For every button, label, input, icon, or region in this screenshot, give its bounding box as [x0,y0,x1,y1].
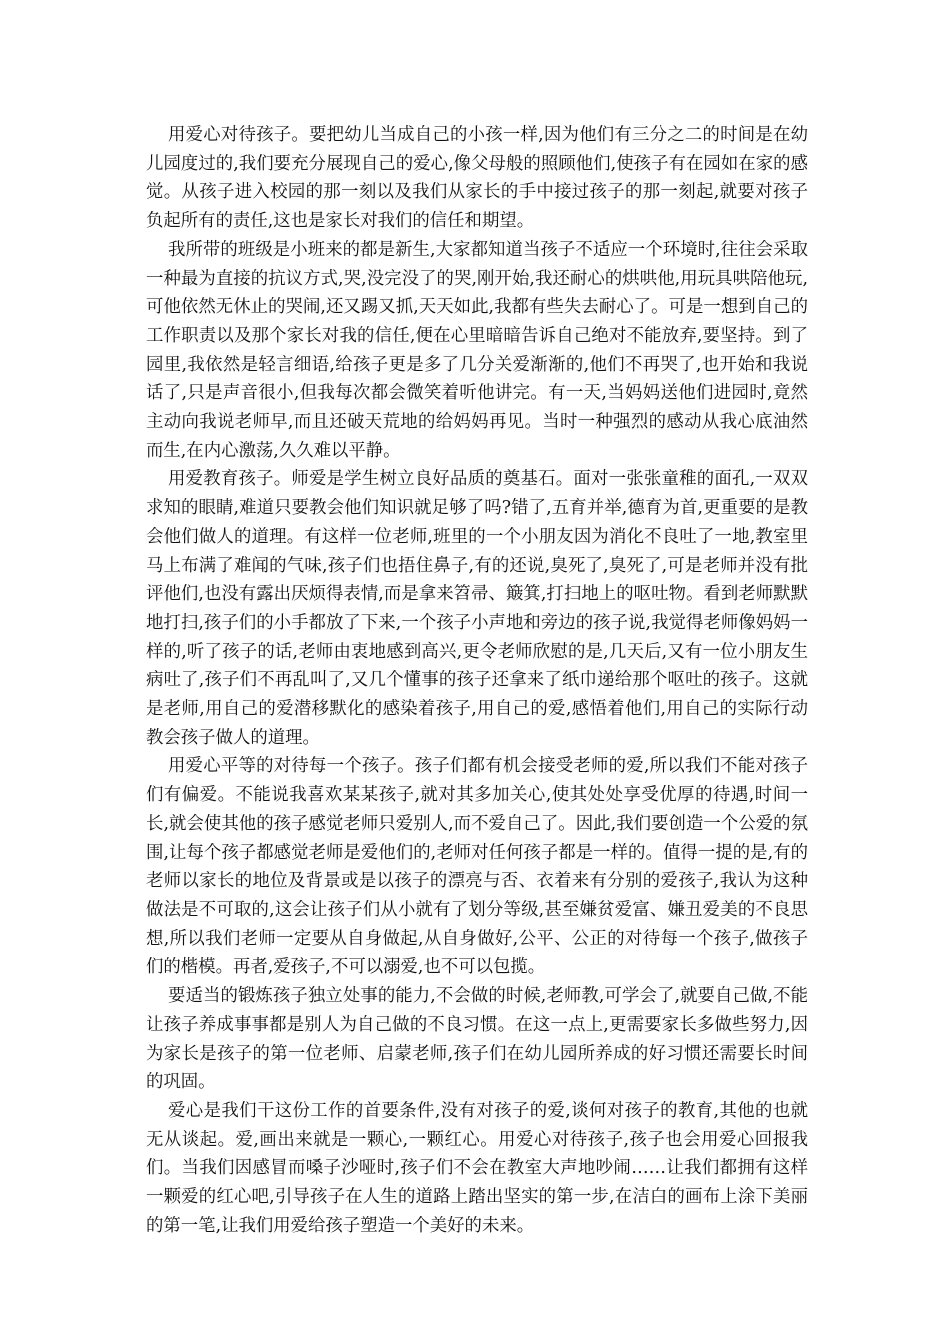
document-body [146,121,808,1240]
paragraph-3: 用爱教育孩子。师爱是学生树立良好品质的奠基石。面对一张张童稚的面孔,一双双求知的眼睛,难道只要教会他们知识就足够了吗?错了,五育并举,德育为首,更重要的是教会他们做人的道理。有这样一位老师,班里的一个小朋友因为消化不良吐了一地,教室里马上布满了难闻的气味,孩子们也捂住鼻子,有的还说,臭死了,臭死了,可是老师并没有批评他们,也没有露出厌烦得表情,而是拿来笤帚、簸箕,打扫地上的呕吐物。看到老师默默地打扫,孩子们的小手都放了下来,一个孩子小声地和旁边的孩子说,我觉得老师像妈妈一样的,听了孩子的话,老师由衷地感到高兴,更令老师欣慰的是,几天后,又有一位小朋友生病吐了,孩子们不再乱叫了,又几个懂事的孩子还拿来了纸巾递给那个呕吐的孩子。这就是老师,用自己的爱潜移默化的感染着孩子,用自己的爱,感悟着他们,用自己的实际行动教会孩子做人的道理。 [146,469,808,748]
paragraph-4: 用爱心平等的对待每一个孩子。孩子们都有机会接受老师的爱,所以我们不能对孩子们有偏爱。不能说我喜欢某某孩子,就对其多加关心,使其处处享受优厚的待遇,时间一长,就会使其他的孩子感觉老师只爱别人,而不爱自己了。因此,我们要创造一个公爱的氛围,让每个孩子都感觉老师是爱他们的,老师对任何孩子都是一样的。值得一提的是,有的老师以家长的地位及背景或是以孩子的漂亮与否、衣着来有分别的爱孩子,我认为这种做法是不可取的,这会让孩子们从小就有了划分等级,甚至嫌贫爱富、嫌丑爱美的不良思想,所以我们老师一定要从自身做起,从自身做好,公平、公正的对待每一个孩子,做孩子们的楷模。再者,爱孩子,不可以溺爱,也不可以包揽。 [146,756,808,978]
paragraph-5: 要适当的锻炼孩子独立处事的能力,不会做的时候,老师教,可学会了,就要自己做,不能让孩子养成事事都是别人为自己做的不良习惯。在这一点上,更需要家长多做些努力,因为家长是孩子的第一位老师、启蒙老师,孩子们在幼儿园所养成的好习惯还需要长时间的巩固。 [146,986,808,1093]
paragraph-6: 爱心是我们干这份工作的首要条件,没有对孩子的爱,谈何对孩子的教育,其他的也就无从谈起。爱,画出来就是一颗心,一颗红心。用爱心对待孩子,孩子也会用爱心回报我们。当我们因感冒而嗓子沙哑时,孩子们不会在教室大声地吵闹……让我们都拥有这样一颗爱的红心吧,引导孩子在人生的道路上踏出坚实的第一步,在洁白的画布上涂下美丽的第一笔,让我们用爱给孩子塑造一个美好的未来。 [146,1100,808,1236]
paragraph-2: 我所带的班级是小班来的都是新生,大家都知道当孩子不适应一个环境时,往往会采取一种最为直接的抗议方式,哭,没完没了的哭,刚开始,我还耐心的烘哄他,用玩具哄陪他玩,可他依然无休止的哭闹,还又踢又抓,天天如此,我都有些失去耐心了。可是一想到自己的工作职责以及那个家长对我的信任,便在心里暗暗告诉自己绝对不能放弃,要坚持。到了园里,我依然是轻言细语,给孩子更是多了几分关爱渐渐的,他们不再哭了,也开始和我说话了,只是声音很小,但我每次都会微笑着听他讲完。有一天,当妈妈送他们进园时,竟然主动向我说老师早,而且还破天荒地的给妈妈再见。当时一种强烈的感动从我心底油然而生,在内心激荡,久久难以平静。 [146,239,808,461]
paragraph-1: 用爱心对待孩子。要把幼儿当成自己的小孩一样,因为他们有三分之二的时间是在幼儿园度过的,我们要充分展现自己的爱心,像父母般的照顾他们,使孩子有在园如在家的感觉。从孩子进入校园的那一刻以及我们从家长的手中接过孩子的那一刻起,就要对孩子负起所有的责任,这也是家长对我们的信任和期望。 [146,125,808,232]
